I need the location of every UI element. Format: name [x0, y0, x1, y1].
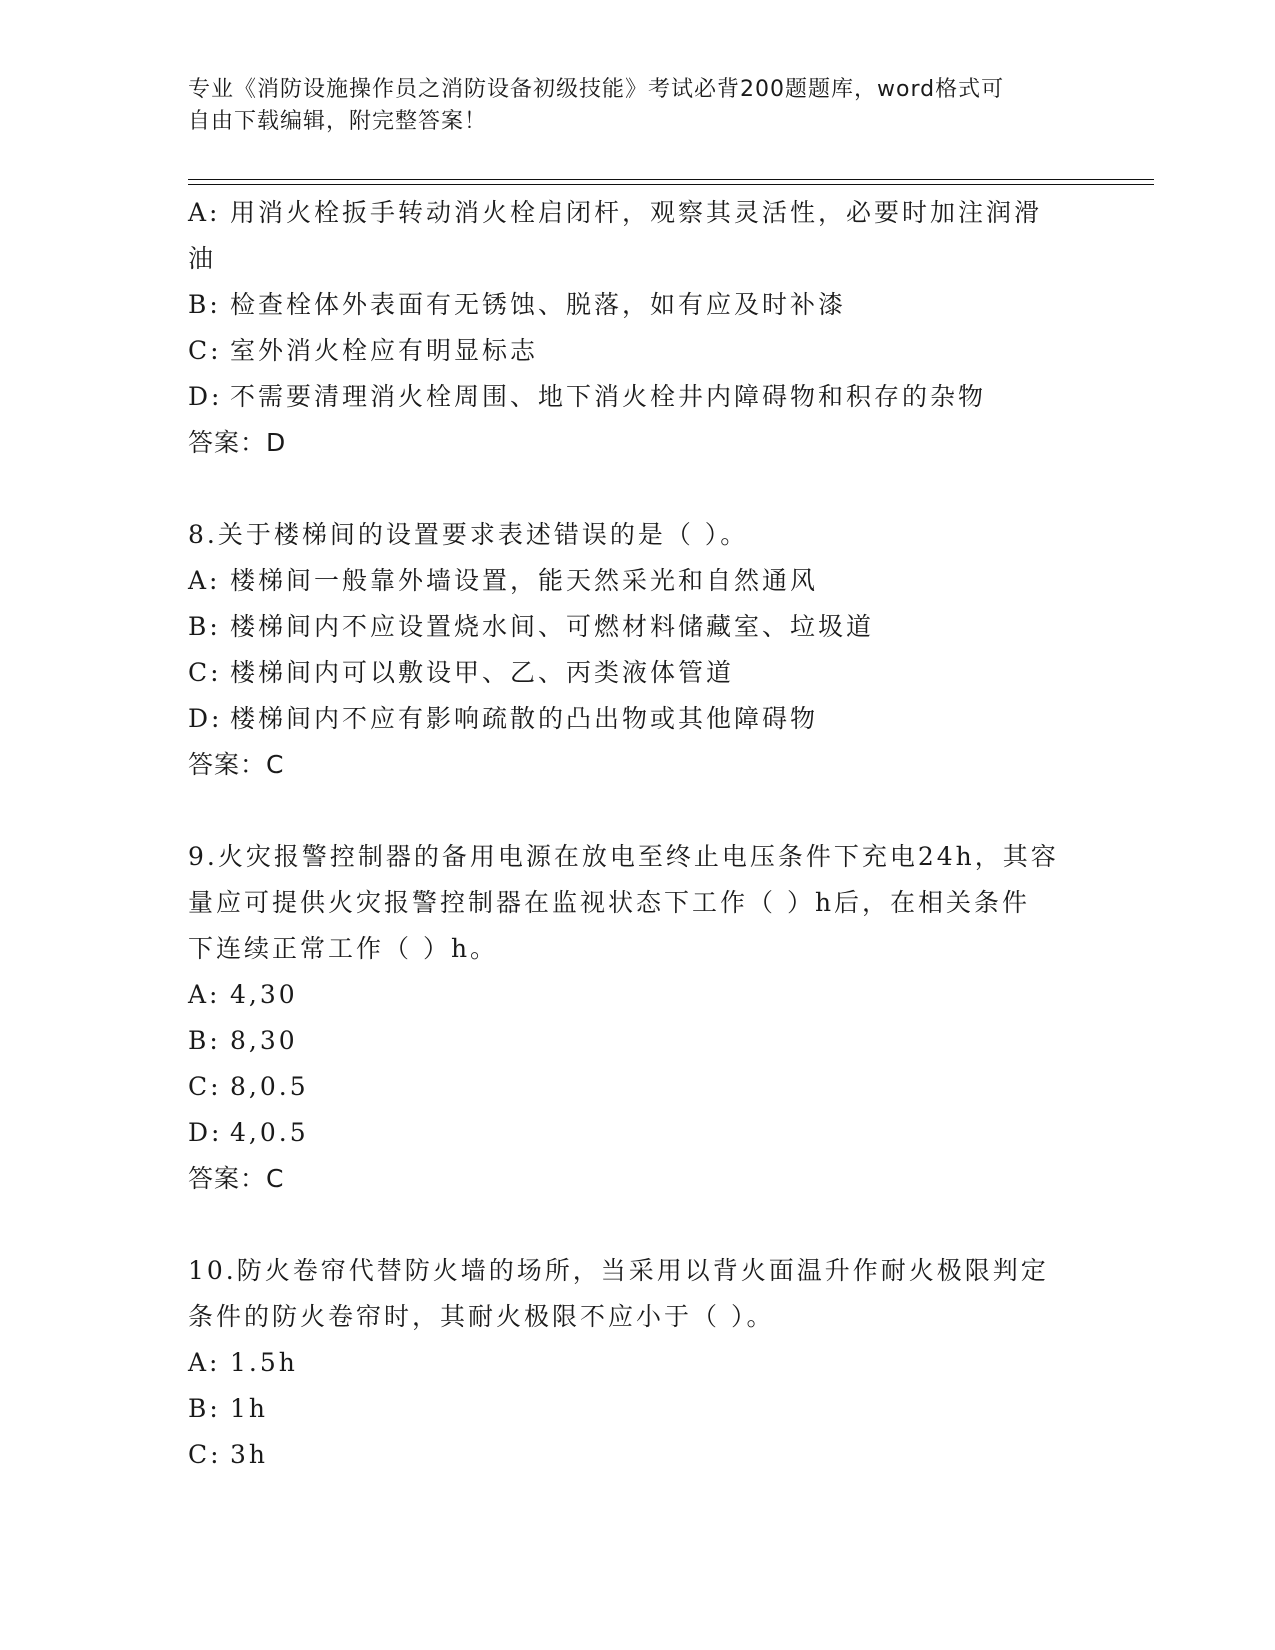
q7-option-a-continued: 油 [188, 244, 217, 273]
q9-option-c [188, 1064, 1088, 1110]
q8-question-text: 8.关于楼梯间的设置要求表述错误的是（ ）。 [188, 520, 749, 549]
option-letter: A: [188, 1348, 221, 1377]
q7-option-d [188, 374, 1088, 420]
option-letter: B: [188, 1026, 221, 1055]
question-10-block [188, 1248, 1088, 1478]
document-header [188, 74, 1068, 138]
header-divider-bottom [188, 184, 1154, 185]
q10-option-b [188, 1386, 1088, 1432]
q9-question-line-3: 下连续正常工作（ ）h。 [188, 934, 499, 963]
option-letter: B: [188, 290, 221, 319]
spacer [188, 788, 1088, 834]
q7-option-a [188, 190, 1088, 236]
q9-option-a [188, 972, 1088, 1018]
header-line-1: 专业《消防设施操作员之消防设备初级技能》考试必背200题题库，word格式可 [188, 77, 1005, 102]
option-letter: D: [188, 1118, 223, 1147]
option-letter: A: [188, 198, 221, 227]
q10-option-a [188, 1340, 1088, 1386]
question-7-block [188, 190, 1088, 466]
q7-option-c [188, 328, 1088, 374]
option-text: 楼梯间内不应有影响疏散的凸出物或其他障碍物 [230, 704, 819, 733]
option-text: 8,0.5 [230, 1072, 309, 1101]
q9-option-b [188, 1018, 1088, 1064]
option-letter: A: [188, 566, 221, 595]
option-text: 不需要清理消火栓周围、地下消火栓井内障碍物和积存的杂物 [230, 382, 987, 411]
option-text: 检查栓体外表面有无锈蚀、脱落，如有应及时补漆 [230, 290, 847, 319]
option-letter: C: [188, 1440, 222, 1469]
option-letter: D: [188, 704, 223, 733]
option-letter: D: [188, 382, 223, 411]
q10-option-c [188, 1432, 1088, 1478]
question-9-block [188, 834, 1088, 1202]
question-8-block [188, 512, 1088, 788]
q9-answer: 答案：C [188, 1164, 285, 1193]
q9-question-line-2: 量应可提供火灾报警控制器在监视状态下工作（ ）h后，在相关条件 [188, 888, 1031, 917]
q9-question-line-1: 9.火灾报警控制器的备用电源在放电至终止电压条件下充电24h，其容 [188, 842, 1059, 871]
option-text: 4,30 [230, 980, 298, 1009]
q8-option-a [188, 558, 1088, 604]
option-text: 楼梯间内可以敷设甲、乙、丙类液体管道 [230, 658, 735, 687]
option-text: 室外消火栓应有明显标志 [230, 336, 539, 365]
option-text: 楼梯间内不应设置烧水间、可燃材料储藏室、垃圾道 [230, 612, 875, 641]
option-text: 4,0.5 [230, 1118, 309, 1147]
option-letter: C: [188, 336, 222, 365]
header-line-2: 自由下载编辑，附完整答案！ [188, 109, 488, 134]
spacer [188, 466, 1088, 512]
q8-option-c [188, 650, 1088, 696]
question-list [188, 190, 1088, 1478]
q9-option-d [188, 1110, 1088, 1156]
option-text: 楼梯间一般靠外墙设置，能天然采光和自然通风 [230, 566, 819, 595]
option-letter: C: [188, 658, 222, 687]
option-letter: B: [188, 1394, 221, 1423]
option-text: 8,30 [230, 1026, 298, 1055]
option-letter: C: [188, 1072, 222, 1101]
q8-option-d [188, 696, 1088, 742]
option-letter: B: [188, 612, 221, 641]
option-letter: A: [188, 980, 221, 1009]
option-text: 3h [230, 1440, 269, 1469]
q7-answer: 答案：D [188, 428, 287, 457]
q10-question-line-2: 条件的防火卷帘时，其耐火极限不应小于（ ）。 [188, 1302, 775, 1331]
header-divider-top [188, 179, 1154, 180]
q7-option-b [188, 282, 1088, 328]
option-text: 用消火栓扳手转动消火栓启闭杆，观察其灵活性，必要时加注润滑 [230, 198, 1043, 227]
q8-option-b [188, 604, 1088, 650]
option-text: 1.5h [230, 1348, 298, 1377]
option-text: 1h [230, 1394, 269, 1423]
spacer [188, 1202, 1088, 1248]
q8-answer: 答案：C [188, 750, 285, 779]
q10-question-line-1: 10.防火卷帘代替防火墙的场所，当采用以背火面温升作耐火极限判定 [188, 1256, 1049, 1285]
